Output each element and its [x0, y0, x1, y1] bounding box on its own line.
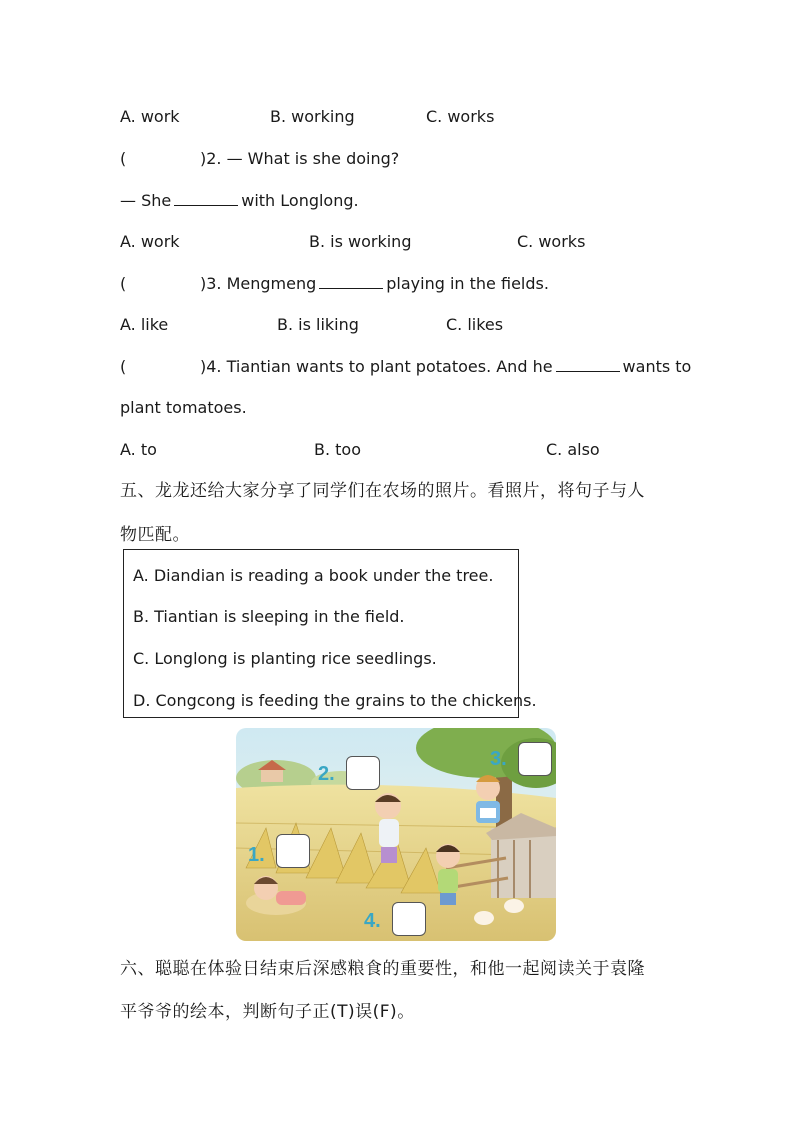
picture-label-4: 4.	[364, 910, 381, 932]
q2-answer-line	[120, 191, 359, 211]
q2-answer-prefix: — She	[120, 191, 172, 210]
sentence-a: A. Diandian is reading a book under the tree.	[133, 566, 494, 585]
answer-box-3[interactable]	[518, 742, 552, 776]
q3-blank[interactable]	[319, 274, 383, 289]
q1-option-b: B. working	[270, 107, 355, 126]
q4-option-c: C. also	[546, 440, 600, 459]
sentence-box	[123, 549, 537, 718]
q4-stem-prefix: )4. Tiantian wants to plant potatoes. And he	[200, 357, 553, 376]
q2-answer-suffix: with Longlong.	[241, 191, 359, 210]
q2-option-a: A. work	[120, 232, 180, 251]
q3-option-b: B. is liking	[277, 315, 359, 334]
q4-stem-suffix: wants to	[622, 357, 692, 376]
sentence-d: D. Congcong is feeding the grains to the chickens.	[133, 691, 537, 710]
q2-answer-paren: (	[120, 149, 127, 168]
farm-picture	[236, 728, 556, 941]
picture-label-3: 3.	[490, 748, 507, 770]
q3-stem-prefix: )3. Mengmeng	[200, 274, 317, 293]
answer-box-4[interactable]	[392, 902, 426, 936]
q2-option-c: C. works	[517, 232, 586, 251]
q2-stem: )2. — What is she doing?	[200, 149, 400, 168]
section5-title-line2: 物匹配。	[120, 525, 190, 545]
q1-option-c: C. works	[426, 107, 495, 126]
picture-label-2: 2.	[318, 763, 335, 785]
section6-title-line2: 平爷爷的绘本，判断句子正(T)误(F)。	[120, 1002, 415, 1022]
q1-option-a: A. work	[120, 107, 180, 126]
q4-stem	[200, 357, 691, 377]
section5-title-line1: 五、龙龙还给大家分享了同学们在农场的照片。看照片，将句子与人	[120, 481, 645, 501]
answer-box-1[interactable]	[276, 834, 310, 868]
picture-label-1: 1.	[248, 844, 265, 866]
q4-stem-line2: plant tomatoes.	[120, 398, 247, 417]
q2-option-b: B. is working	[309, 232, 412, 251]
q3-answer-paren: (	[120, 274, 127, 293]
q4-blank[interactable]	[556, 357, 620, 372]
q3-stem	[200, 274, 549, 294]
q3-option-a: A. like	[120, 315, 169, 334]
q3-stem-suffix: playing in the fields.	[386, 274, 549, 293]
q4-answer-paren: (	[120, 357, 127, 376]
answer-box-2[interactable]	[346, 756, 380, 790]
sentence-b: B. Tiantian is sleeping in the field.	[133, 607, 405, 626]
q4-option-a: A. to	[120, 440, 157, 459]
sentence-c: C. Longlong is planting rice seedlings.	[133, 649, 437, 668]
q4-option-b: B. too	[314, 440, 361, 459]
q2-blank[interactable]	[174, 191, 238, 206]
q3-option-c: C. likes	[446, 315, 504, 334]
section6-title-line1: 六、聪聪在体验日结束后深感粮食的重要性，和他一起阅读关于袁隆	[120, 959, 645, 979]
